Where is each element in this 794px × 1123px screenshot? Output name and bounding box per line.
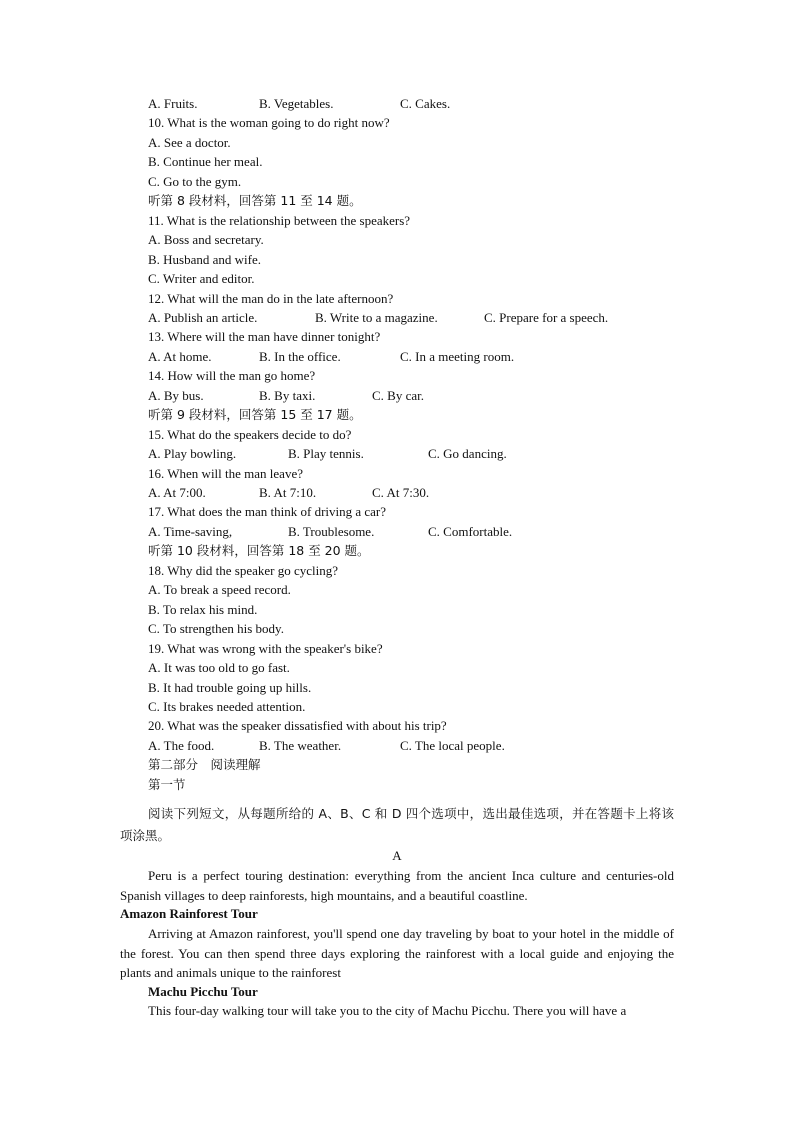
line-text: 10. What is the woman going to do right now?: [148, 115, 390, 131]
question-line: [148, 619, 284, 638]
option-a: A. Publish an article.: [148, 309, 258, 325]
machu-picchu-text: This four-day walking tour will take you to the city of Machu Picchu. There you will have a: [148, 1003, 627, 1018]
question-line: [148, 113, 390, 132]
option-row: [148, 308, 609, 327]
question-line: [148, 366, 315, 385]
option-row: [148, 444, 507, 463]
option-b: B. The weather.: [259, 737, 342, 753]
option-c: C. By car.: [372, 387, 424, 403]
option-b: B. Vegetables.: [259, 96, 334, 111]
question-line: [148, 600, 257, 619]
option-b: B. Troublesome.: [288, 523, 375, 539]
question-line: [148, 678, 311, 697]
line-text: 14. How will the man go home?: [148, 368, 316, 384]
line-text: 第二部分 阅读理解: [148, 757, 261, 773]
amazon-tour-heading: Amazon Rainforest Tour: [120, 906, 258, 921]
line-text: A. Boss and secretary.: [148, 232, 264, 248]
option-a: A. Play bowling.: [148, 446, 237, 462]
section-heading: [148, 541, 370, 560]
line-text: A. See a doctor.: [148, 134, 231, 150]
line-text: 听第 8 段材料，回答第 11 至 14 题。: [148, 193, 362, 209]
line-text: C. To strengthen his body.: [148, 621, 284, 637]
line-text: C. Go to the gym.: [148, 173, 242, 189]
line-text: C. Writer and editor.: [148, 271, 255, 287]
line-text: 20. What was the speaker dissatisfied with about his trip?: [148, 718, 447, 734]
section-heading: [148, 405, 362, 424]
question-line: [148, 502, 386, 521]
option-row: [148, 483, 430, 502]
option-c: C. Cakes.: [400, 96, 451, 111]
option-c: C. The local people.: [400, 737, 505, 753]
option-b: B. In the office.: [259, 348, 341, 364]
question-line: [148, 250, 261, 269]
question-line: [148, 230, 264, 249]
question-line: [148, 697, 305, 716]
option-a: A. Time-saving,: [148, 523, 233, 539]
option-b: B. Write to a magazine.: [315, 309, 438, 325]
option-c: C. In a meeting room.: [400, 348, 515, 364]
line-text: 第一节: [148, 776, 186, 792]
amazon-tour-text: Arriving at Amazon rainforest, you'll spend one day traveling by boat to your hotel in the middle of the forest. You can then spend three days exploring the rainforest with a local guide and enjoying the plants and animals unique to the rainforest: [120, 926, 674, 980]
question-line: [148, 327, 380, 346]
reading-instruction: 阅读下列短文，从每题所给的 A、B、C 和 D 四个选项中，选出最佳选项，并在答题卡上将该项涂黑。: [120, 806, 674, 843]
option-a: A. Fruits.: [148, 96, 198, 111]
question-line: [148, 561, 338, 580]
option-a: A. The food.: [148, 737, 215, 753]
option-c: C. Prepare for a speech.: [484, 309, 609, 325]
line-text: A. It was too old to go fast.: [148, 660, 290, 676]
question-line: [148, 211, 410, 230]
section-heading: [148, 191, 362, 210]
section-heading: [148, 755, 261, 774]
line-text: B. To relax his mind.: [148, 601, 258, 617]
line-text: 17. What does the man think of driving a car?: [148, 504, 387, 520]
question-line: [148, 464, 303, 483]
option-c: C. Go dancing.: [428, 446, 507, 462]
line-text: 19. What was wrong with the speaker's bike?: [148, 640, 383, 656]
option-b: B. At 7:10.: [259, 485, 317, 500]
option-row: [148, 386, 424, 405]
line-text: 16. When will the man leave?: [148, 465, 303, 481]
question-line: [148, 289, 393, 308]
question-line: [148, 639, 383, 658]
option-b: B. By taxi.: [259, 387, 316, 403]
option-row: [148, 94, 451, 113]
line-text: B. Husband and wife.: [148, 251, 262, 267]
option-a: A. At home.: [148, 348, 212, 364]
line-text: 18. Why did the speaker go cycling?: [148, 562, 339, 578]
machu-picchu-heading: Machu Picchu Tour: [148, 984, 258, 999]
question-line: [148, 658, 290, 677]
question-line: [148, 716, 447, 735]
line-text: 11. What is the relationship between the speakers?: [148, 212, 411, 228]
line-text: 听第 10 段材料，回答第 18 至 20 题。: [148, 543, 370, 559]
option-row: [148, 347, 515, 366]
option-row: [148, 522, 513, 541]
question-line: [148, 425, 351, 444]
question-line: [148, 133, 231, 152]
line-text: 13. Where will the man have dinner tonight?: [148, 329, 381, 345]
line-text: 12. What will the man do in the late afternoon?: [148, 290, 394, 306]
option-c: C. At 7:30.: [372, 485, 430, 500]
line-text: A. To break a speed record.: [148, 582, 291, 598]
option-b: B. Play tennis.: [288, 446, 364, 462]
option-row: [148, 736, 505, 755]
option-c: C. Comfortable.: [428, 523, 513, 539]
passage-intro: Peru is a perfect touring destination: everything from the ancient Inca culture and centuries-old Spanish villages to deep rainforests, high mountains, and a beautiful coastline.: [120, 868, 674, 903]
question-line: [148, 269, 254, 288]
line-text: 听第 9 段材料，回答第 15 至 17 题。: [148, 407, 362, 423]
line-text: B. It had trouble going up hills.: [148, 679, 312, 695]
line-text: 15. What do the speakers decide to do?: [148, 426, 352, 442]
question-line: [148, 172, 241, 191]
option-a: A. By bus.: [148, 387, 204, 403]
section-heading: [148, 775, 186, 794]
line-text: C. Its brakes needed attention.: [148, 698, 306, 714]
option-a: A. At 7:00.: [148, 485, 206, 500]
passage-label: A: [392, 848, 402, 863]
line-text: B. Continue her meal.: [148, 154, 263, 170]
question-line: [148, 580, 291, 599]
question-line: [148, 152, 262, 171]
